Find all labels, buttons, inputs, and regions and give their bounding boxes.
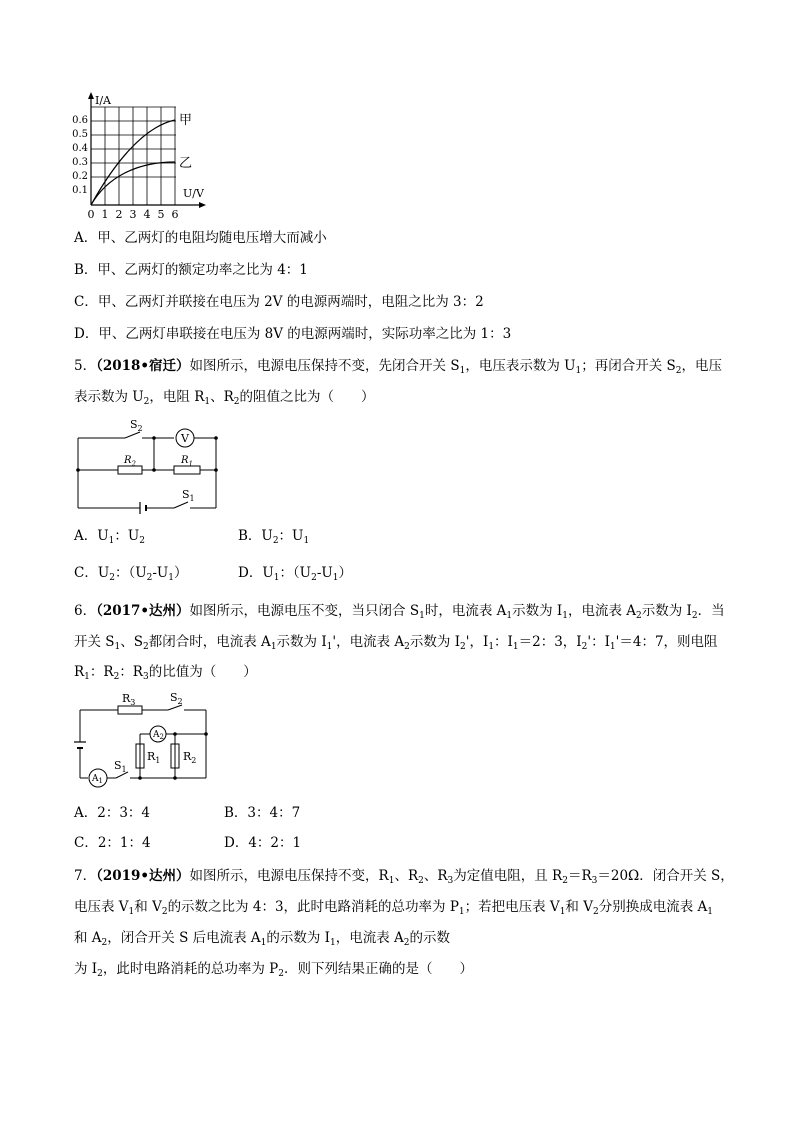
y-tick: 0.1 xyxy=(72,185,88,196)
y-tick: 0.6 xyxy=(72,115,88,126)
voltmeter-symbol: V xyxy=(181,432,189,445)
y-tick: 0.5 xyxy=(72,129,88,140)
x-tick: 0 xyxy=(87,208,95,221)
q7-source: （2019•达州） xyxy=(96,868,190,884)
q7-number: 7． xyxy=(74,868,97,884)
x-tick: 3 xyxy=(129,208,137,221)
curve-jia-label: 甲 xyxy=(179,113,193,128)
y-tick: 0.3 xyxy=(72,157,88,168)
x-axis-label: U/V xyxy=(183,187,204,200)
svg-text:S2: $S_2$ xyxy=(130,418,143,433)
q5-source: （2018•宿迁） xyxy=(96,358,190,374)
q6-number: 6． xyxy=(74,603,97,619)
x-tick: 6 xyxy=(171,208,179,221)
x-tick: 4 xyxy=(143,208,151,221)
q6-source: （2017•达州） xyxy=(96,603,190,619)
q6-option-a: A．2：3：4 xyxy=(74,805,151,821)
svg-text:A1: $A_1$ xyxy=(92,774,103,785)
svg-text:R1: $R_1$ xyxy=(147,750,161,765)
q5-stem-line1: 5．（2018•宿迁）如图所示，电源电压保持不变，先闭合开关 $S_1$，电压表示数为 $U_1$；再闭合开关 $S_2$，电压 xyxy=(74,358,723,376)
svg-text:R3: $R_3$ xyxy=(122,692,136,707)
x-tick: 2 xyxy=(115,208,123,221)
q4-option-d: D．甲、乙两灯串联接在电压为 8V 的电源两端时，实际功率之比为 1：3 xyxy=(74,326,512,342)
x-tick: 1 xyxy=(101,208,109,221)
q7-stem-line2: 电压表 $V_1$和 $V_2$的示数之比为 4：3，此时电路消耗的总功率为 $P_1$；若把电压表 $V_1$和 $V_2$分别换成电流表 $A_1$ xyxy=(74,899,713,917)
q5-option-a: A．$U_1$：$U_2$ xyxy=(74,528,145,546)
y-tick: 0.4 xyxy=(72,143,88,154)
q7-stem-line4: 为 $I_2$，此时电路消耗的总功率为 $P_2$．则下列结果正确的是（ ） xyxy=(74,961,473,979)
q7-stem-line1: 7．（2019•达州）如图所示，电源电压保持不变，$R_1$、$R_2$、$R_3$为定值电阻，且 $R_2=R_3=20\Omega$．闭合开关 S， xyxy=(74,868,734,886)
q6-stem-line1: 6．（2017•达州）如图所示，电源电压不变，当只闭合 $S_1$时，电流表 $A_1$示数为 $I_1$，电流表 $A_2$示数为 $I_2$．当 xyxy=(74,603,725,621)
svg-text:R2: $R_2$ xyxy=(183,750,197,765)
q6-circuit-diagram xyxy=(70,690,220,790)
q5-stem-line2: 表示数为 $U_2$，电阻 $R_1$、$R_2$的阻值之比为（ ） xyxy=(74,389,375,407)
y-tick: 0.2 xyxy=(72,171,88,182)
q5-number: 5． xyxy=(74,358,97,374)
svg-text:S1: $S_1$ xyxy=(114,759,127,774)
svg-text:R2: $R_2$ xyxy=(124,455,136,468)
q4-option-a: A．甲、乙两灯的电阻均随电压增大而减小 xyxy=(74,230,327,246)
svg-text:R1: $R_1$ xyxy=(181,455,193,468)
q6-option-d: D．4：2：1 xyxy=(224,835,302,851)
svg-text:A2: $A_2$ xyxy=(153,730,164,741)
q7-stem-line3: 和 $A_2$，闭合开关 S 后电流表 $A_1$的示数为 $I_1$，电流表 $A_2$的示数 xyxy=(74,930,451,948)
q5-circuit-diagram xyxy=(70,416,230,516)
q5-option-b: B．$U_2$：$U_1$ xyxy=(238,528,310,546)
q6-stem-line3: $R_1$：$R_2$：$R_3$的比值为（ ） xyxy=(74,664,257,682)
y-axis-label: I/A xyxy=(95,94,111,107)
q5-option-c: C．$U_2$：$(U_2-U_1)$ xyxy=(74,565,188,583)
q6-option-b: B．3：4：7 xyxy=(224,805,301,821)
q5-option-d: D．$U_1$：$(U_2-U_1)$ xyxy=(238,565,352,583)
q4-option-b: B．甲、乙两灯的额定功率之比为 4：1 xyxy=(74,262,308,278)
svg-text:S2: $S_2$ xyxy=(170,691,183,706)
q6-option-c: C．2：1：4 xyxy=(74,835,151,851)
q4-option-c: C．甲、乙两灯并联接在电压为 2V 的电源两端时，电阻之比为 3：2 xyxy=(74,294,484,310)
curve-yi-label: 乙 xyxy=(179,156,193,171)
iu-graph xyxy=(62,92,222,222)
q6-stem-line2: 开关 $S_1$、$S_2$都闭合时，电流表 $A_1$示数为 $I_1'$，电流表 $A_2$示数为 $I_2'$，$I_1$：$I_1=2$：3，$I_2'$：$I_1'=4$：7，则电阻 xyxy=(74,634,718,652)
graph-grid xyxy=(91,107,176,205)
svg-text:S1: $S_1$ xyxy=(182,488,195,503)
x-tick: 5 xyxy=(157,208,165,221)
